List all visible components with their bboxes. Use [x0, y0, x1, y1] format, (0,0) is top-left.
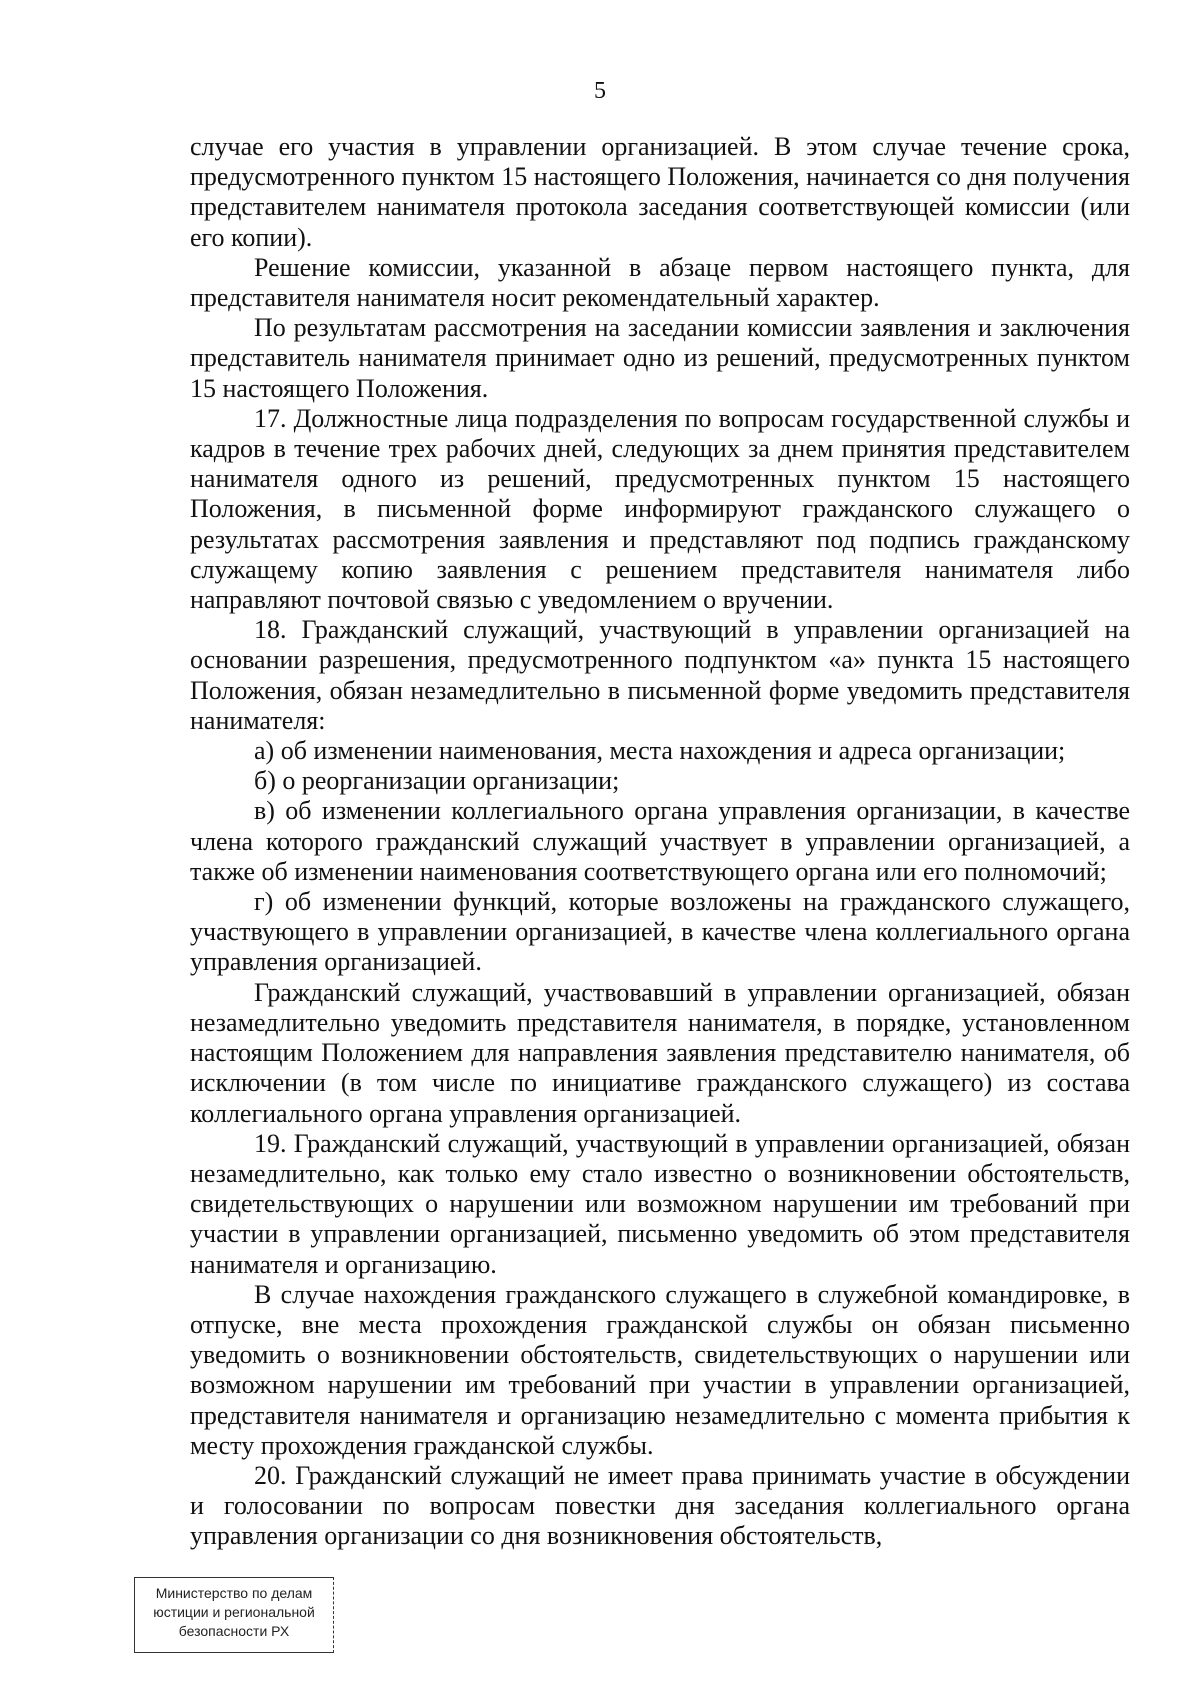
paragraph: В случае нахождения гражданского служащего в служебной командировке, в отпуске, вне места прохождения гражданской службы он обязан письменно уведомить о возникновении обстоятельств, свидетельствующих о нарушении или возможном нарушении им требований при участии в управлении организацией, представителя нанимателя и организацию незамедлительно с момента прибытия к месту прохождения гражданской службы.	[190, 1279, 1130, 1460]
paragraph: Решение комиссии, указанной в абзаце первом настоящего пункта, для представителя нанимателя носит рекомендательный характер.	[190, 252, 1130, 313]
paragraph: Гражданский служащий, участвовавший в управлении организацией, обязан незамедлительно уведомить представителя нанимателя, в порядке, установленном настоящим Положением для направления заявления представителю нанимателя, об исключении (в том числе по инициативе гражданского служащего) из состава коллегиального органа управления организацией.	[190, 977, 1130, 1128]
paragraph-item-20: 20. Гражданский служащий не имеет права принимать участие в обсуждении и голосовании по вопросам повестки дня заседания коллегиального органа управления организации со дня возникновения обстоятельств,	[190, 1460, 1130, 1551]
paragraph: По результатам рассмотрения на заседании комиссии заявления и заключения представитель нанимателя принимает одно из решений, предусмотренных пунктом 15 настоящего Положения.	[190, 313, 1130, 403]
paragraph-item-18: 18. Гражданский служащий, участвующий в управлении организацией на основании разрешения, предусмотренного подпунктом «а» пункта 15 настоящего Положения, обязан незамедлительно в письменной форме уведомить представителя нанимателя:	[190, 615, 1130, 735]
page-number: 5	[594, 78, 606, 104]
subitem-a: а) об изменении наименования, места нахождения и адреса организации;	[254, 736, 1066, 766]
paragraph: случае его участия в управлении организацией. В этом случае течение срока, предусмотренного пунктом 15 настоящего Положения, начинается со дня получения представителем нанимателя протокола заседания соответствующей комиссии (или его копии).	[190, 132, 1130, 252]
paragraph-item-17: 17. Должностные лица подразделения по вопросам государственной службы и кадров в течение трех рабочих дней, следующих за днем принятия представителем нанимателя одного из решений, предусмотренных пунктом 15 настоящего Положения, в письменной форме информируют гражданского служащего о результатах рассмотрения заявления и представляют под подпись гражданскому служащему копию заявления с решением представителя нанимателя либо направляют почтовой связью с уведомлением о вручении.	[190, 403, 1130, 615]
stamp-line: безопасности РХ	[178, 1623, 290, 1639]
stamp-line: Министерство по делам	[155, 1585, 313, 1601]
document-body	[190, 132, 1130, 1552]
subitem-g: г) об изменении функций, которые возложены на гражданского служащего, участвующего в управлении организацией, в качестве члена коллегиального органа управления организацией.	[190, 887, 1130, 977]
subitem-v: в) об изменении коллегиального органа управления организации, в качестве члена которого гражданский служащий участвует в управлении организацией, а также об изменении наименования соответствующего органа или его полномочий;	[190, 796, 1130, 886]
stamp-line: юстиции и региональной	[153, 1604, 315, 1620]
paragraph-item-19: 19. Гражданский служащий, участвующий в управлении организацией, обязан незамедлительно, как только ему стало известно о возникновении обстоятельств, свидетельствующих о нарушении или возможном нарушении им требований при участии в управлении организацией, письменно уведомить об этом представителя нанимателя и организацию.	[190, 1128, 1130, 1279]
ministry-stamp	[134, 1577, 334, 1653]
subitem-b: б) о реорганизации организации;	[254, 766, 620, 796]
